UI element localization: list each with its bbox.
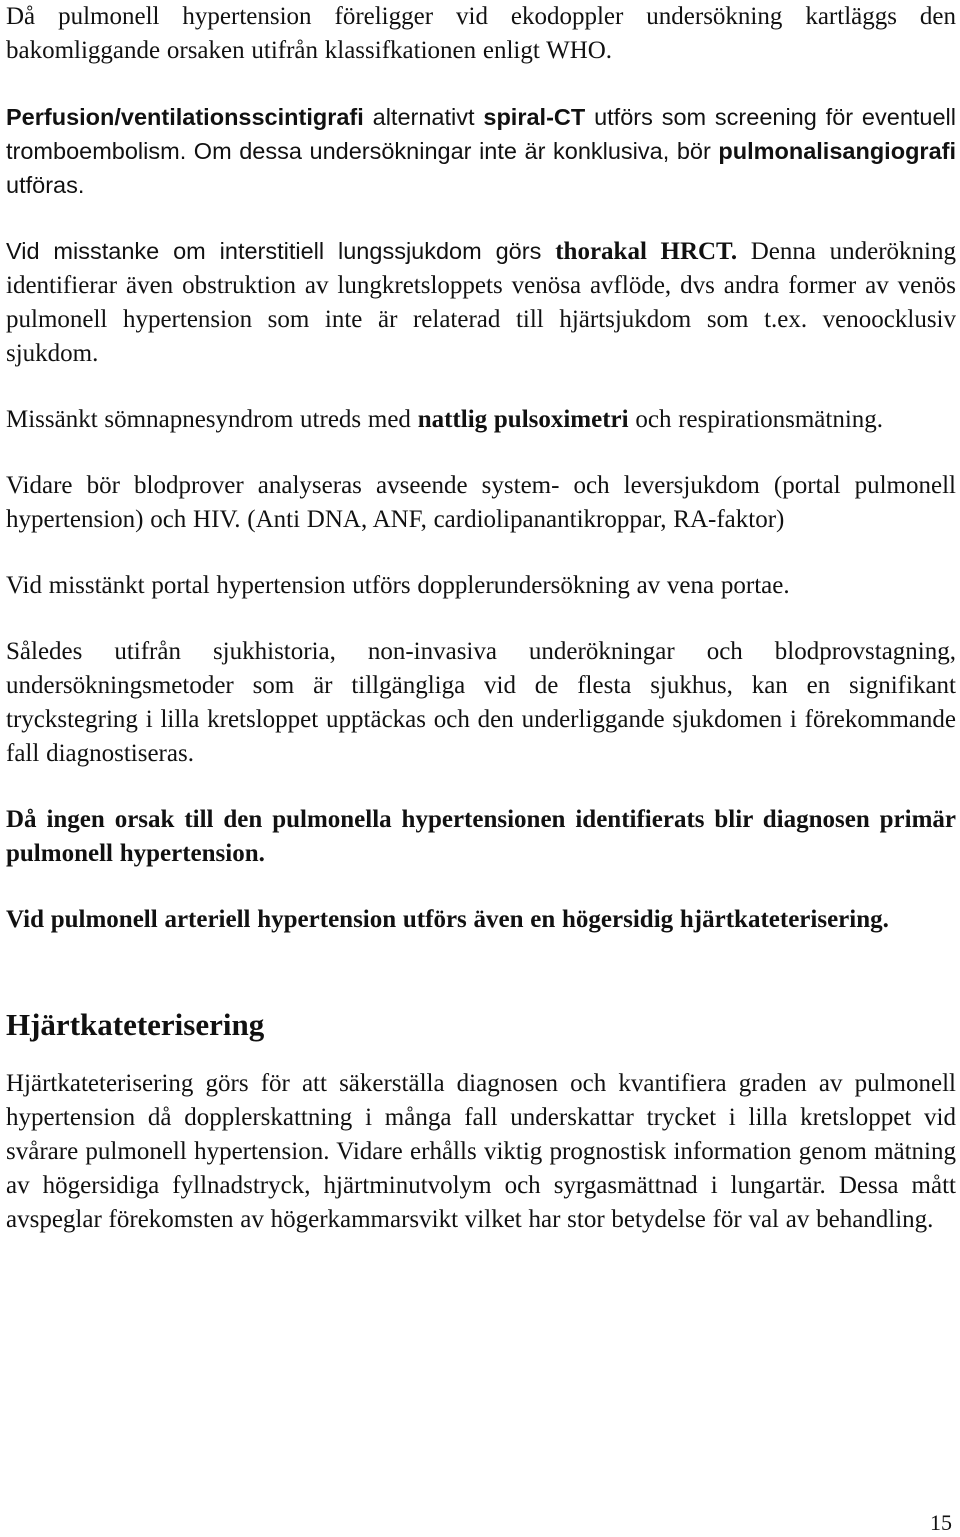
paragraph-scintigraphy <box>6 100 956 202</box>
paragraph-text: Då ingen orsak till den pulmonella hypertensionen identifierats blir diagnosen primär pulmonell hypertension. <box>6 806 956 867</box>
bold-term: pulmonalisangiografi <box>718 138 956 164</box>
paragraph-catheterization <box>6 1067 956 1237</box>
page-number: 15 <box>930 1510 952 1535</box>
paragraph-text: Då pulmonell hypertension föreligger vid ekodoppler undersökning kartläggs den bakomliggande orsaken utifrån klassifkationen enligt WHO. <box>6 3 956 64</box>
paragraph-catheterization-note <box>6 903 956 937</box>
paragraph-text: Missänkt sömnapnesyndrom utreds med <box>6 406 418 433</box>
paragraph-text: Denna underökning identifierar även obstruktion av lungkretsloppets venösa avflöde, dvs andra former av venös pulmonell hypertension som inte är relaterad till hjärtsjukdom som t.ex. venoocklusiv sjukdom. <box>6 238 956 367</box>
paragraph-text: utförs som screening för eventuell tromboembolism. Om dessa undersökningar inte är konklusiva, bör <box>6 104 956 164</box>
paragraph-portal-hypertension <box>6 569 956 603</box>
paragraph-hrct <box>6 234 956 371</box>
paragraph-sleep-apnea <box>6 403 956 437</box>
section-heading: Hjärtkateterisering <box>6 1007 265 1042</box>
paragraph-text: utföras. <box>6 172 85 198</box>
document-page <box>6 0 956 1237</box>
paragraph-text: Vid misstänkt portal hypertension utförs dopplerundersökning av vena portae. <box>6 572 790 599</box>
paragraph-text: Hjärtkateterisering görs för att säkerställa diagnosen och kvantifiera graden av pulmonell hypertension då dopplerskattning i många fall underskattar trycket i lilla kretsloppet vid svårare pulmonell hypertension. Vidare erhålls viktig prognostisk information genom mätning av högersidiga fyllnadstryck, hjärtminutvolym och syrgasmättnad i lungartär. Dessa mått avspeglar förekomsten av högerkammarsvikt vilket har stor betydelse för val av behandling. <box>6 1070 956 1233</box>
paragraph-text: Vid misstanke om interstitiell lungssjukdom görs <box>6 238 556 264</box>
bold-term: Perfusion/ventilationsscintigrafi <box>6 104 364 130</box>
paragraph-summary <box>6 635 956 771</box>
paragraph-pulmonary-hypertension-intro <box>6 0 956 68</box>
paragraph-text: Således utifrån sjukhistoria, non-invasiva underökningar och blodprovstagning, undersökningsmetoder som är tillgängliga vid de flesta sjukhus, kan en signifikant tryckstegring i lilla kretsloppet upptäckas och den underliggande sjukdomen i förekommande fall diagnostiseras. <box>6 638 956 767</box>
bold-term: spiral-CT <box>483 104 586 130</box>
paragraph-text: Vidare bör blodprover analyseras avseende system- och leversjukdom (portal pulmonell hypertension) och HIV. (Anti DNA, ANF, cardiolipanantikroppar, RA-faktor) <box>6 472 956 533</box>
paragraph-blood-tests <box>6 469 956 537</box>
paragraph-text: och respirationsmätning. <box>628 406 884 433</box>
bold-term: nattlig pulsoximetri <box>417 406 629 433</box>
paragraph-text: alternativt <box>363 104 484 130</box>
paragraph-primary-diagnosis <box>6 803 956 871</box>
paragraph-text: Vid pulmonell arteriell hypertension utförs även en högersidig hjärtkateterisering. <box>6 906 889 933</box>
bold-term: thorakal HRCT. <box>555 238 738 265</box>
